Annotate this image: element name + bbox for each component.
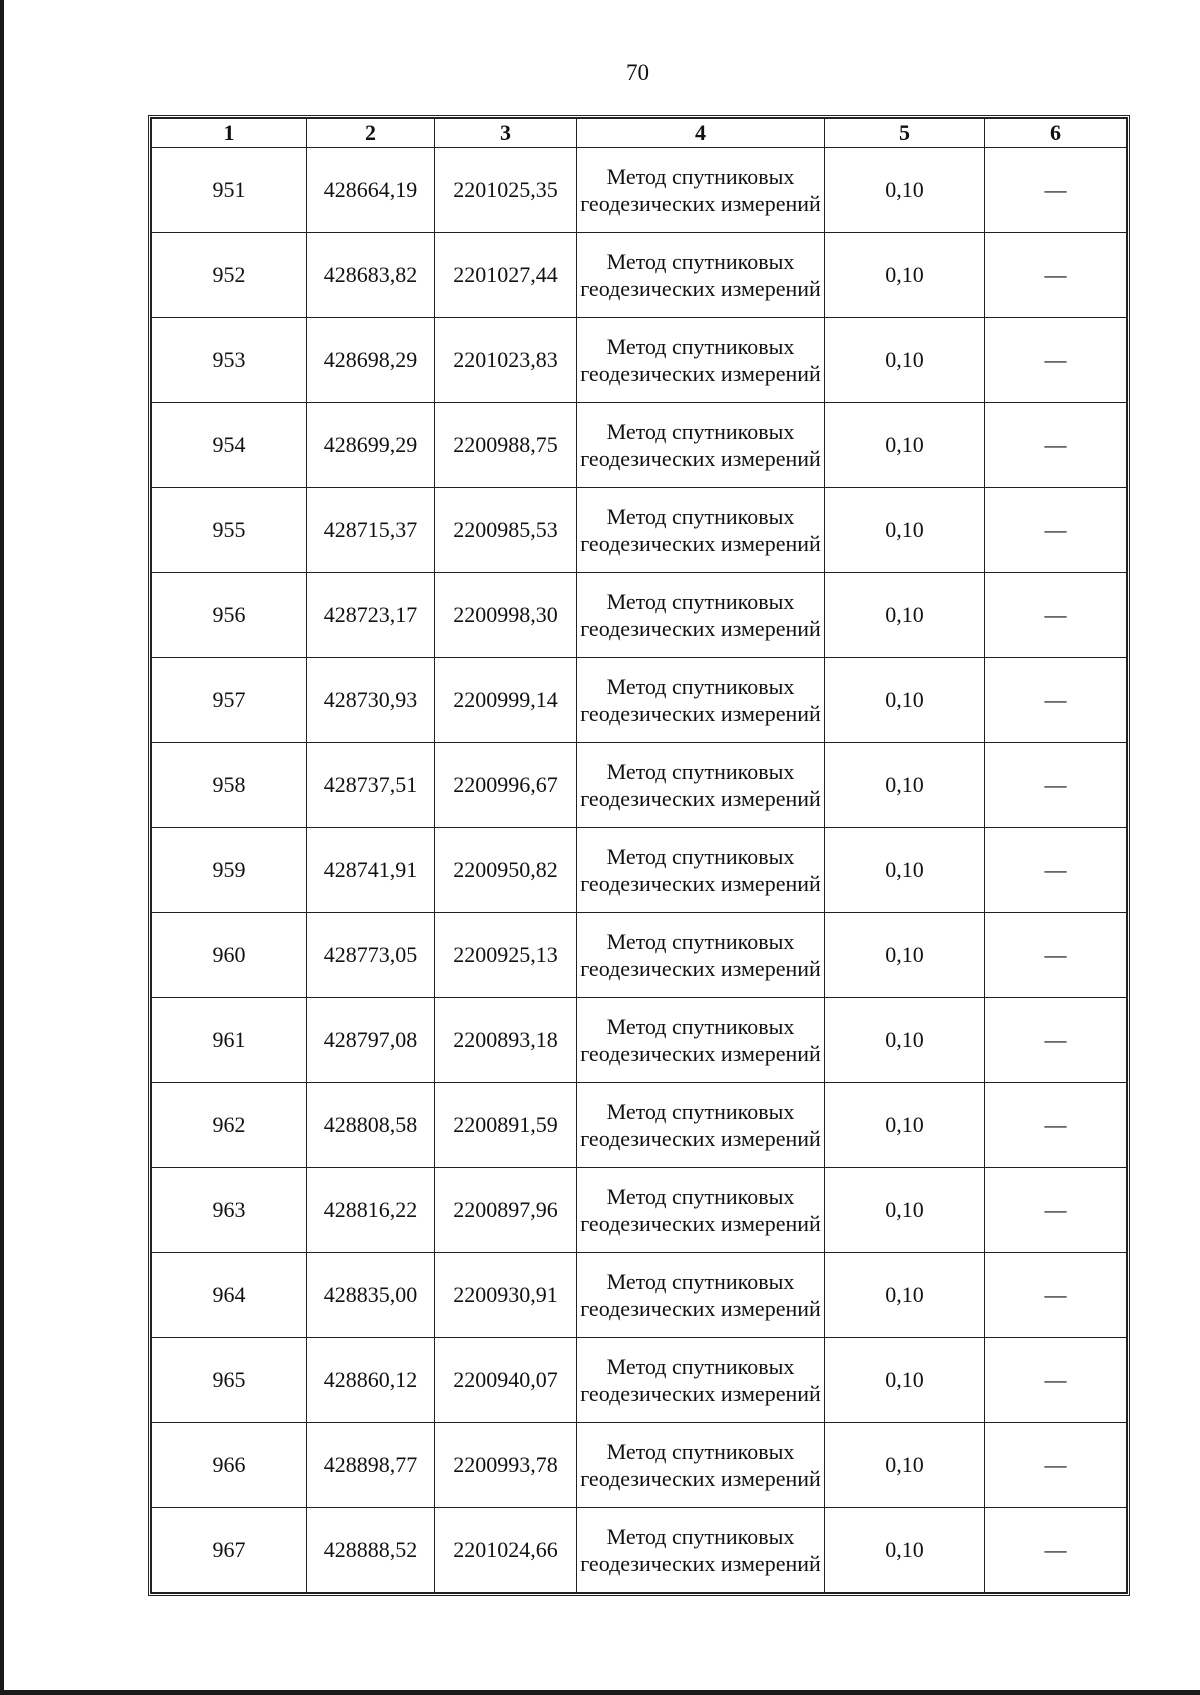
accuracy-cell: 0,10 [825,1083,985,1168]
column-header-1: 1 [152,119,307,148]
note-cell: — [985,1168,1127,1253]
method-cell: Метод спутниковых геодезических измерений [577,148,825,233]
point-number-cell: 967 [152,1508,307,1593]
point-number-cell: 953 [152,318,307,403]
point-number-cell: 963 [152,1168,307,1253]
x-coordinate-cell: 428698,29 [307,318,435,403]
note-cell: — [985,913,1127,998]
method-cell: Метод спутниковых геодезических измерений [577,573,825,658]
accuracy-cell: 0,10 [825,488,985,573]
y-coordinate-cell: 2200985,53 [435,488,577,573]
table-row [152,1253,1127,1338]
accuracy-cell: 0,10 [825,1338,985,1423]
y-coordinate-cell: 2200893,18 [435,998,577,1083]
accuracy-cell: 0,10 [825,998,985,1083]
column-header-2: 2 [307,119,435,148]
y-coordinate-cell: 2200993,78 [435,1423,577,1508]
x-coordinate-cell: 428723,17 [307,573,435,658]
y-coordinate-cell: 2200999,14 [435,658,577,743]
table-row [152,913,1127,998]
y-coordinate-cell: 2201025,35 [435,148,577,233]
table-header-row [152,119,1127,148]
method-cell: Метод спутниковых геодезических измерений [577,1168,825,1253]
point-number-cell: 961 [152,998,307,1083]
x-coordinate-cell: 428715,37 [307,488,435,573]
accuracy-cell: 0,10 [825,1423,985,1508]
note-cell: — [985,1338,1127,1423]
table-row [152,573,1127,658]
accuracy-cell: 0,10 [825,658,985,743]
method-cell: Метод спутниковых геодезических измерений [577,913,825,998]
table-row [152,488,1127,573]
point-number-cell: 958 [152,743,307,828]
accuracy-cell: 0,10 [825,1253,985,1338]
accuracy-cell: 0,10 [825,743,985,828]
note-cell: — [985,148,1127,233]
accuracy-cell: 0,10 [825,913,985,998]
scan-edge-left [0,0,4,1692]
method-cell: Метод спутниковых геодезических измерений [577,998,825,1083]
accuracy-cell: 0,10 [825,318,985,403]
point-number-cell: 954 [152,403,307,488]
y-coordinate-cell: 2200930,91 [435,1253,577,1338]
y-coordinate-cell: 2200925,13 [435,913,577,998]
y-coordinate-cell: 2200891,59 [435,1083,577,1168]
column-header-4: 4 [577,119,825,148]
y-coordinate-cell: 2201023,83 [435,318,577,403]
table-row [152,828,1127,913]
point-number-cell: 965 [152,1338,307,1423]
column-header-3: 3 [435,119,577,148]
method-cell: Метод спутниковых геодезических измерений [577,403,825,488]
x-coordinate-cell: 428730,93 [307,658,435,743]
note-cell: — [985,233,1127,318]
table-row [152,998,1127,1083]
y-coordinate-cell: 2200996,67 [435,743,577,828]
coordinates-table [151,118,1127,1593]
point-number-cell: 966 [152,1423,307,1508]
point-number-cell: 962 [152,1083,307,1168]
x-coordinate-cell: 428835,00 [307,1253,435,1338]
note-cell: — [985,1508,1127,1593]
note-cell: — [985,743,1127,828]
y-coordinate-cell: 2200950,82 [435,828,577,913]
x-coordinate-cell: 428741,91 [307,828,435,913]
table-row [152,1338,1127,1423]
note-cell: — [985,1253,1127,1338]
y-coordinate-cell: 2200988,75 [435,403,577,488]
page-number: 70 [626,60,649,85]
accuracy-cell: 0,10 [825,828,985,913]
method-cell: Метод спутниковых геодезических измерений [577,233,825,318]
table-row [152,1083,1127,1168]
y-coordinate-cell: 2201027,44 [435,233,577,318]
accuracy-cell: 0,10 [825,403,985,488]
accuracy-cell: 0,10 [825,1508,985,1593]
table-row [152,658,1127,743]
method-cell: Метод спутниковых геодезических измерений [577,1083,825,1168]
method-cell: Метод спутниковых геодезических измерений [577,1508,825,1593]
x-coordinate-cell: 428808,58 [307,1083,435,1168]
table-row [152,1508,1127,1593]
table-row [152,1168,1127,1253]
accuracy-cell: 0,10 [825,233,985,318]
note-cell: — [985,318,1127,403]
accuracy-cell: 0,10 [825,148,985,233]
y-coordinate-cell: 2200998,30 [435,573,577,658]
table-row [152,148,1127,233]
method-cell: Метод спутниковых геодезических измерений [577,488,825,573]
method-cell: Метод спутниковых геодезических измерений [577,1253,825,1338]
point-number-cell: 959 [152,828,307,913]
coordinates-table-frame [148,115,1130,1596]
x-coordinate-cell: 428797,08 [307,998,435,1083]
y-coordinate-cell: 2201024,66 [435,1508,577,1593]
x-coordinate-cell: 428898,77 [307,1423,435,1508]
point-number-cell: 957 [152,658,307,743]
table-row [152,743,1127,828]
point-number-cell: 955 [152,488,307,573]
accuracy-cell: 0,10 [825,573,985,658]
point-number-cell: 964 [152,1253,307,1338]
point-number-cell: 951 [152,148,307,233]
note-cell: — [985,998,1127,1083]
point-number-cell: 952 [152,233,307,318]
scan-edge-bottom [0,1690,1200,1695]
x-coordinate-cell: 428664,19 [307,148,435,233]
method-cell: Метод спутниковых геодезических измерений [577,1338,825,1423]
note-cell: — [985,1083,1127,1168]
x-coordinate-cell: 428699,29 [307,403,435,488]
accuracy-cell: 0,10 [825,1168,985,1253]
x-coordinate-cell: 428860,12 [307,1338,435,1423]
table-row [152,1423,1127,1508]
method-cell: Метод спутниковых геодезических измерений [577,658,825,743]
table-body [152,148,1127,1593]
x-coordinate-cell: 428816,22 [307,1168,435,1253]
note-cell: — [985,488,1127,573]
x-coordinate-cell: 428683,82 [307,233,435,318]
x-coordinate-cell: 428888,52 [307,1508,435,1593]
method-cell: Метод спутниковых геодезических измерений [577,828,825,913]
y-coordinate-cell: 2200897,96 [435,1168,577,1253]
note-cell: — [985,573,1127,658]
method-cell: Метод спутниковых геодезических измерений [577,1423,825,1508]
column-header-6: 6 [985,119,1127,148]
x-coordinate-cell: 428773,05 [307,913,435,998]
note-cell: — [985,403,1127,488]
table-row [152,403,1127,488]
column-header-5: 5 [825,119,985,148]
table-row [152,233,1127,318]
point-number-cell: 960 [152,913,307,998]
note-cell: — [985,828,1127,913]
y-coordinate-cell: 2200940,07 [435,1338,577,1423]
method-cell: Метод спутниковых геодезических измерений [577,318,825,403]
note-cell: — [985,658,1127,743]
x-coordinate-cell: 428737,51 [307,743,435,828]
note-cell: — [985,1423,1127,1508]
method-cell: Метод спутниковых геодезических измерений [577,743,825,828]
table-row [152,318,1127,403]
point-number-cell: 956 [152,573,307,658]
